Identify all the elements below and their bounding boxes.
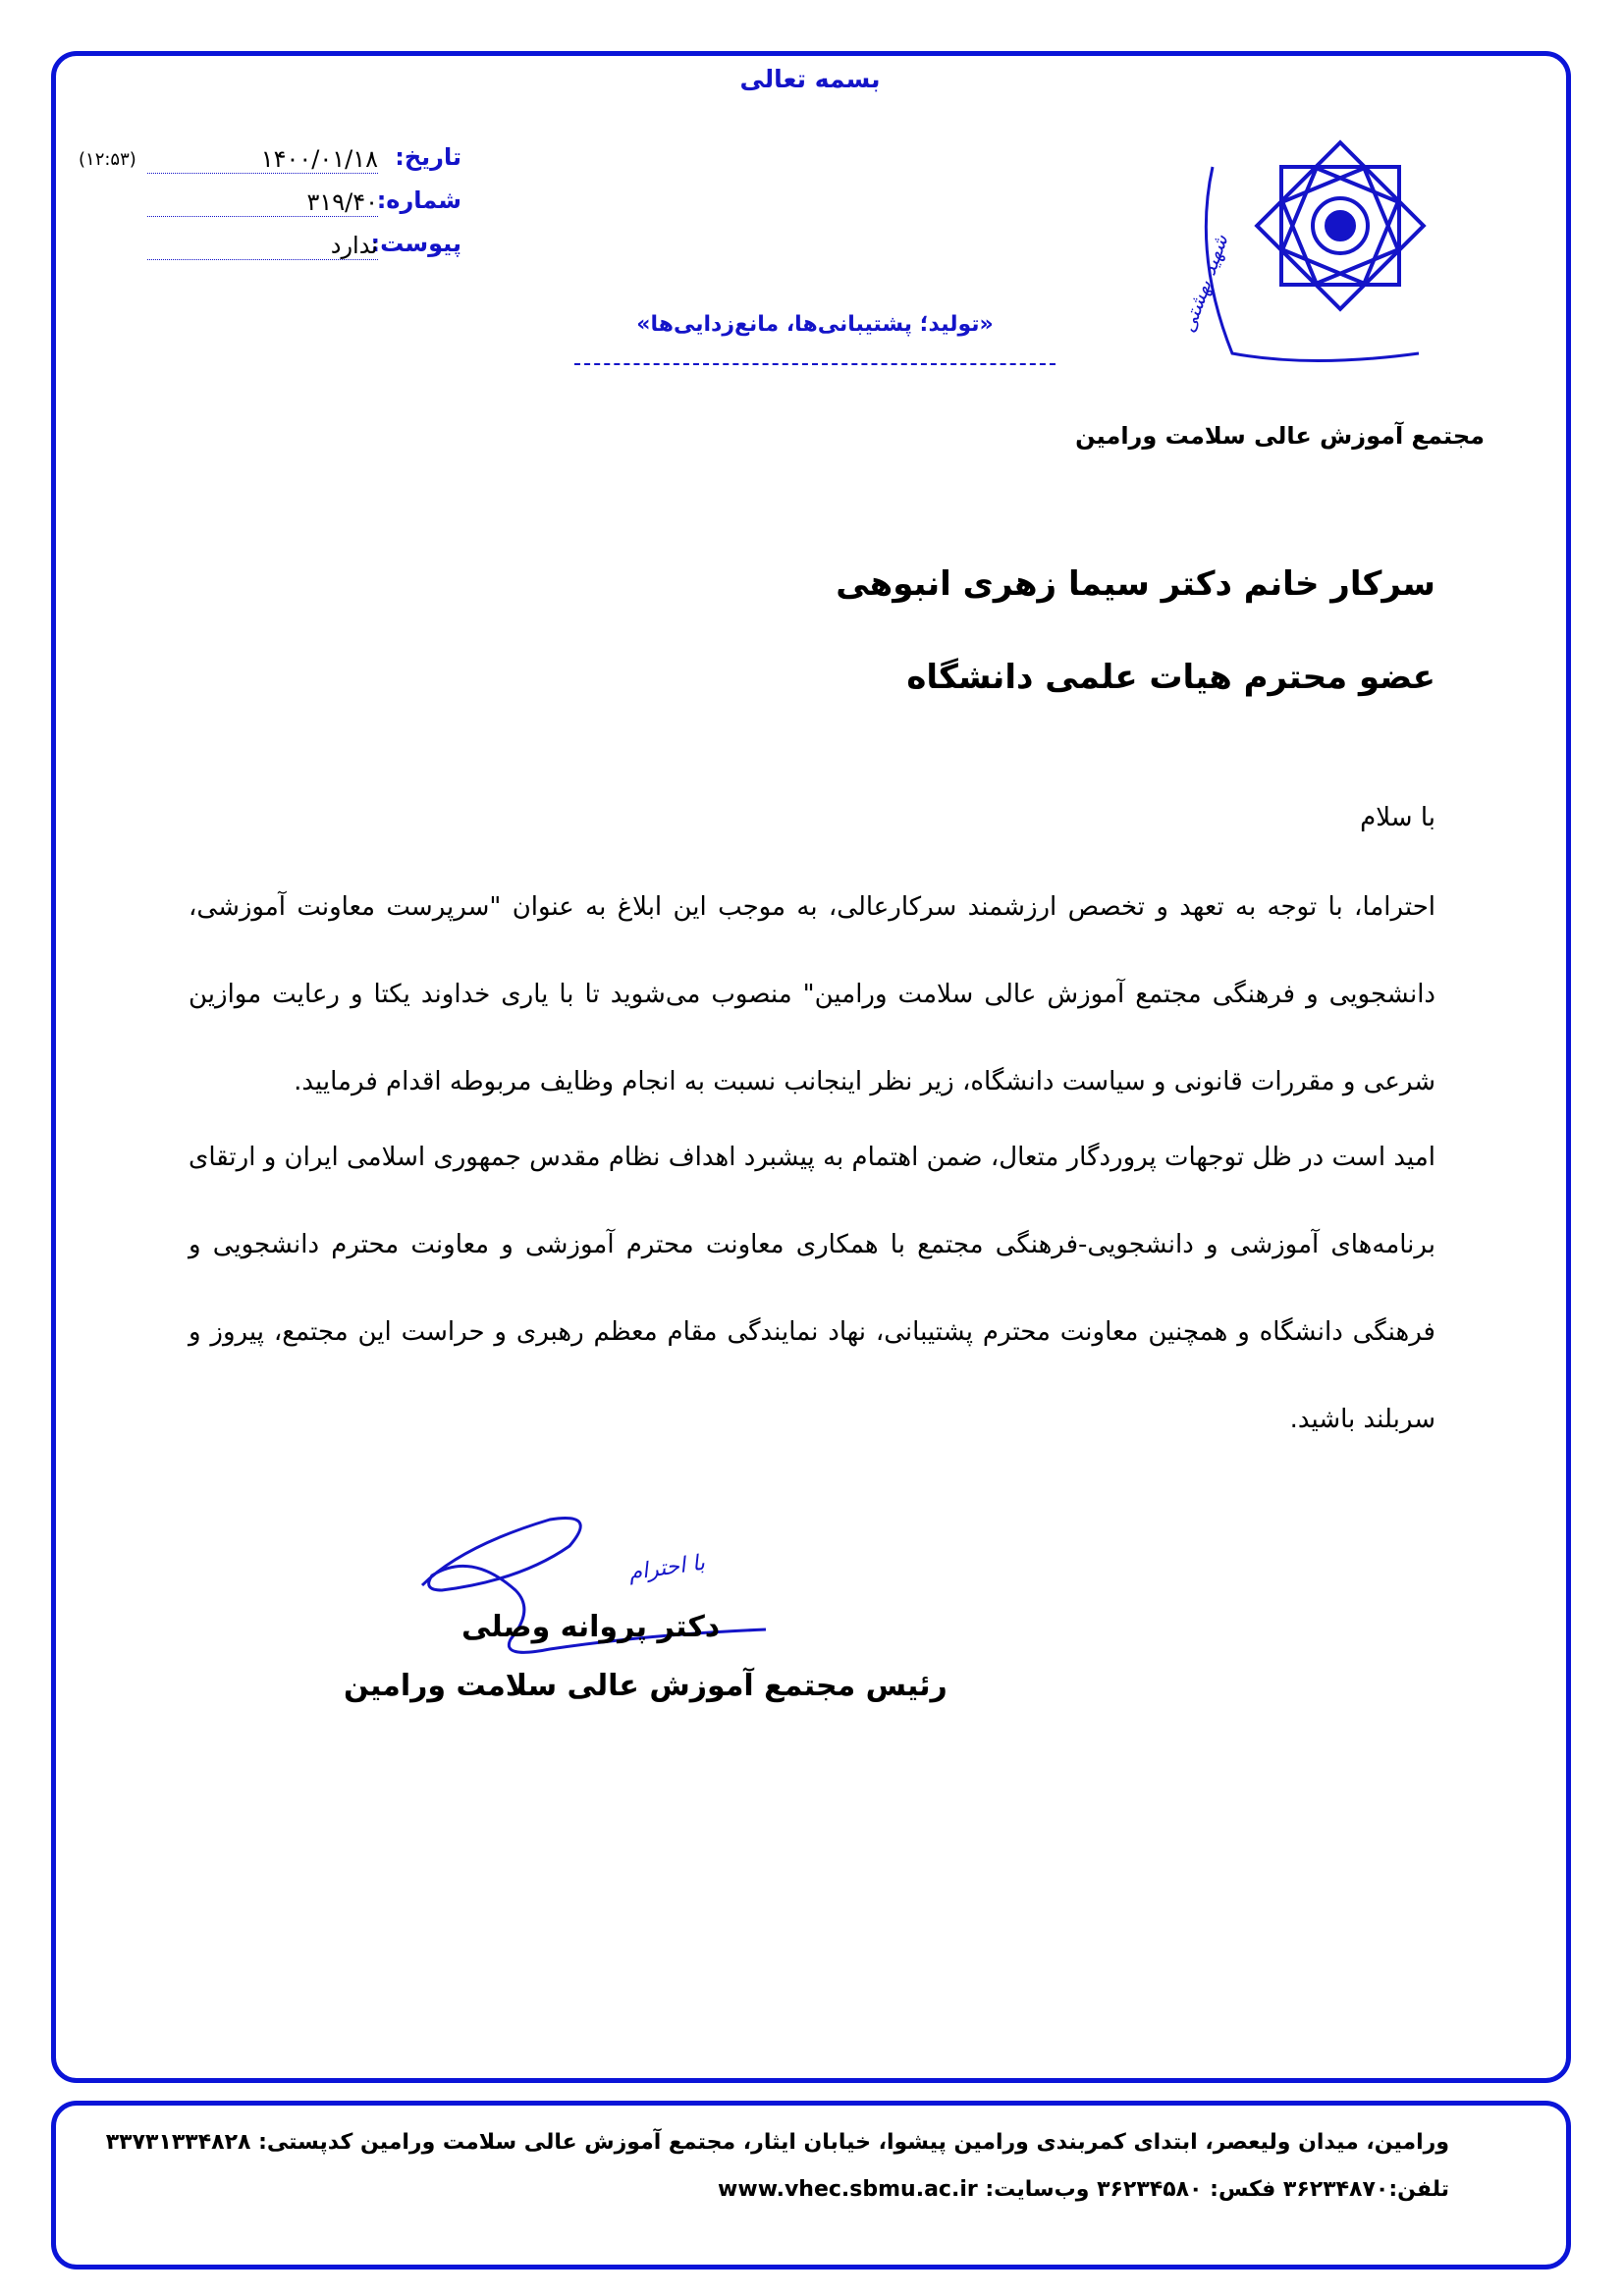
body-paragraph-1: احتراما، با توجه به تعهد و تخصص ارزشمند سرکارعالی، به موجب این ابلاغ به عنوان "سرپرست معاونت آموزشی، دانشجویی و فرهنگی مجتمع آموزش عالی سلامت ورامین" منصوب می‌شوید تا با یاری خداوند یکتا و رعایت موازین شرعی و مقررات قانونی و سیاست دانشگاه، زیر نظر اینجانب نسبت به انجام وظایف مربوطه اقدام فرمایید.	[189, 892, 1435, 1096]
signatory-title: رئیس مجتمع آموزش عالی سلامت ورامین	[344, 1669, 947, 1703]
number-value: ۳۱۹/۴۰	[306, 188, 378, 216]
recipient-name: سرکار خانم دکتر سیما زهری انبوهی	[836, 564, 1435, 604]
attachment-value: ندارد	[330, 232, 378, 259]
recipient-title: عضو محترم هیات علمی دانشگاه	[906, 658, 1435, 697]
date-value: ۱۴۰۰/۰۱/۱۸	[260, 145, 378, 173]
institution-name: مجتمع آموزش عالی سلامت ورامین	[1075, 422, 1485, 450]
attachment-underline	[147, 259, 378, 260]
body-paragraph-2: امید است در ظل توجهات پروردگار متعال، ضمن اهتمام به پیشبرد اهداف نظام مقدس جمهوری اسلامی ایران و ارتقای برنامه‌های آموزشی و دانشجویی-فرهنگی مجتمع با همکاری معاونت محترم آموزشی و معاونت محترم دانشجویی و فرهنگی دانشگاه و همچنین معاونت محترم پشتیبانی، نهاد نمایندگی مقام معظم رهبری و حراست این مجتمع، پیروز و سربلند باشید.	[189, 1143, 1435, 1434]
number-label: شماره:	[376, 187, 461, 214]
number-underline	[147, 216, 378, 217]
time-value: (۱۲:۵۳)	[79, 149, 136, 170]
bismillah-heading: بسمه تعالی	[739, 65, 881, 93]
salutation: با سلام	[1360, 803, 1435, 832]
logo-script: شهید بهشتی	[1175, 231, 1233, 336]
date-label: تاریخ:	[395, 143, 461, 171]
university-logo	[1173, 137, 1429, 373]
number-row	[79, 187, 461, 226]
handwritten-signature	[403, 1492, 776, 1688]
slogan: «تولید؛ پشتیبانی‌ها، مانع‌زدایی‌ها»	[636, 312, 994, 337]
attachment-row	[79, 230, 461, 269]
attachment-label: پیوست:	[370, 230, 461, 257]
date-row	[79, 143, 461, 183]
footer-contact: تلفن:۳۶۲۳۴۸۷۰ فکس: ۳۶۲۳۴۵۸۰ وب‌سایت: www.vhec.sbmu.ac.ir	[718, 2177, 1449, 2202]
footer-address: ورامین، میدان ولیعصر، ابتدای کمربندی ورامین پیشوا، خیابان ایثار، مجتمع آموزش عالی سلامت ورامین کدپستی: ۳۳۷۳۱۳۳۴۸۲۸	[105, 2130, 1449, 2155]
closing-phrase: با احترام	[626, 1550, 707, 1586]
signatory-name: دکتر پروانه وصلی	[461, 1610, 721, 1644]
slogan-underline	[574, 363, 1056, 365]
date-underline	[147, 173, 378, 174]
